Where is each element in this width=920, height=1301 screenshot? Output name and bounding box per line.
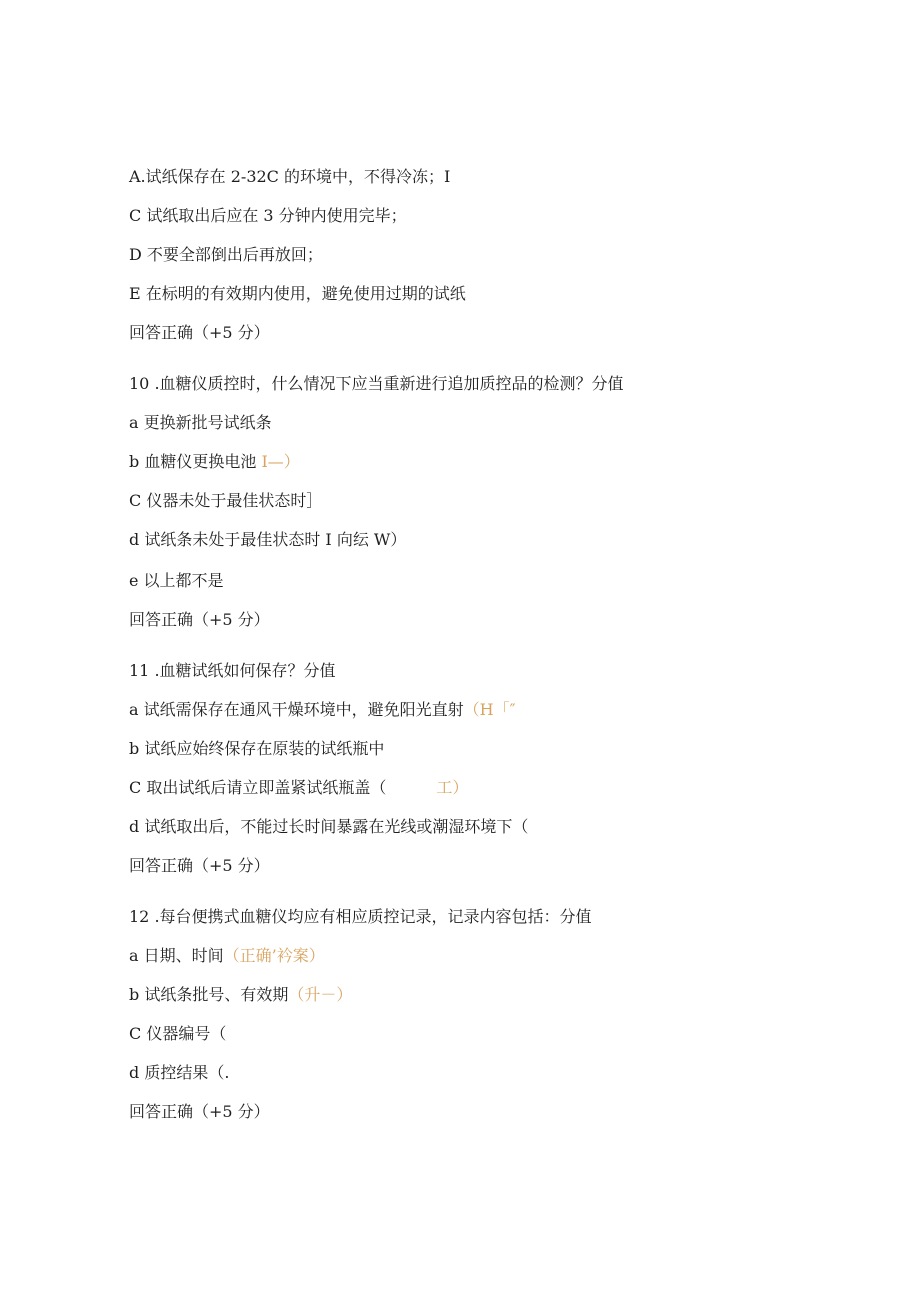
q12-option-b-mark: （升－） xyxy=(288,985,353,1004)
q11-option-a xyxy=(129,700,516,720)
q11-option-c xyxy=(129,778,468,798)
q11-option-d: d 试纸取出后，不能过长时间暴露在光线或潮湿环境下（ xyxy=(129,817,529,836)
option-e-expiry: E 在标明的有效期内使用，避免使用过期的试纸 xyxy=(129,284,466,303)
q12-option-b-text: b 试纸条批号、有效期 xyxy=(129,985,289,1004)
q12-option-a xyxy=(129,946,325,966)
q12-option-b xyxy=(129,985,352,1005)
q11-option-a-text: a 试纸需保存在通风干燥环境中，避免阳光直射 xyxy=(129,700,464,719)
option-c-use-within-3-min: C 试纸取出后应在 3 分钟内使用完毕； xyxy=(129,206,407,225)
q10-option-b-text: b 血糖仪更换电池 xyxy=(129,452,257,471)
answer-result-1: 回答正确（+5 分） xyxy=(129,323,270,342)
q10-option-d: d 试纸条未处于最佳状态时 I 向纭 W） xyxy=(129,530,407,549)
question-12: 12 .每台便携式血糖仪均应有相应质控记录，记录内容包括：分值 xyxy=(129,907,592,926)
q10-option-b xyxy=(129,452,300,472)
q11-option-b: b 试纸应始终保存在原装的试纸瓶中 xyxy=(129,739,385,758)
option-a-storage-temp: A.试纸保存在 2-32C 的环境中，不得冷冻；I xyxy=(129,167,451,186)
q10-option-e: e 以上都不是 xyxy=(129,571,224,590)
q12-option-a-mark: （正确’衿案） xyxy=(223,946,325,965)
answer-result-4: 回答正确（+5 分） xyxy=(129,1102,270,1121)
question-11: 11 .血糖试纸如何保存？分值 xyxy=(129,661,336,680)
q10-option-c: C 仪器未处于最佳状态时］ xyxy=(129,491,323,510)
q11-option-c-mark: 工） xyxy=(436,778,469,797)
q10-option-a: a 更换新批号试纸条 xyxy=(129,413,272,432)
q12-option-d: d 质控结果（. xyxy=(129,1063,230,1082)
option-d-do-not-pour-out: D 不要全部倒出后再放回； xyxy=(129,245,323,264)
q11-option-c-text: C 取出试纸后请立即盖紧试纸瓶盖（ xyxy=(129,778,387,797)
q12-option-a-text: a 日期、时间 xyxy=(129,946,224,965)
q11-option-a-mark: （H「″ xyxy=(463,700,516,719)
question-10: 10 .血糖仪质控时，什么情况下应当重新进行追加质控品的检测？分值 xyxy=(129,374,624,393)
answer-result-2: 回答正确（+5 分） xyxy=(129,610,270,629)
answer-result-3: 回答正确（+5 分） xyxy=(129,856,270,875)
q12-option-c: C 仪器编号（ xyxy=(129,1024,227,1043)
q10-option-b-mark: I—） xyxy=(261,452,300,471)
